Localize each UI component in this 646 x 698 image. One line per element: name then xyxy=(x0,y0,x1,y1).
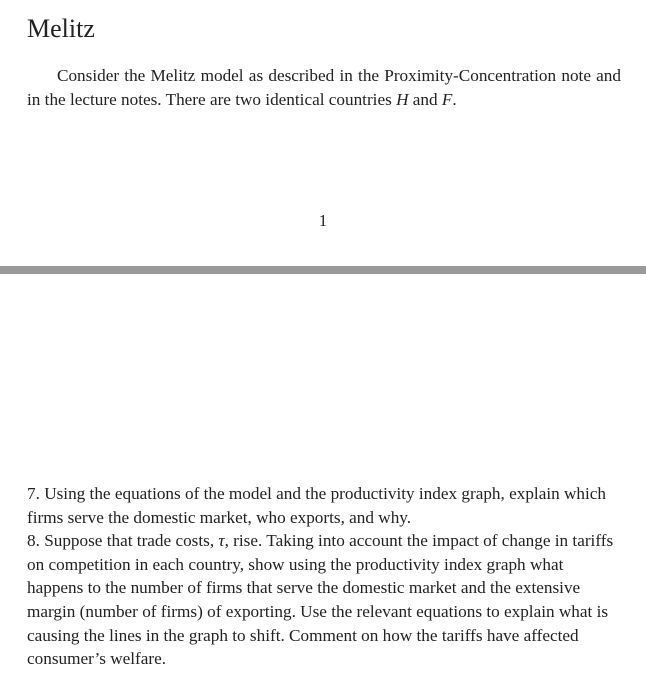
page-divider xyxy=(0,266,646,274)
intro-text-start: Consider the Melitz model as described in the Proximity-Concentration note and in the lecture notes. There are two identical countries xyxy=(27,66,621,109)
country-f-symbol: F xyxy=(441,89,453,109)
country-h-symbol: H xyxy=(396,89,409,109)
question-8-text-start: 8. Suppose that trade costs, xyxy=(27,531,219,551)
intro-paragraph xyxy=(27,64,621,111)
intro-text-end: . xyxy=(452,89,457,109)
document-page-1 xyxy=(0,0,646,266)
tau-symbol: τ xyxy=(218,531,225,551)
page-number: 1 xyxy=(318,211,328,230)
intro-text-and: and xyxy=(408,89,442,109)
section-heading: Melitz xyxy=(27,14,95,43)
question-8-text-end: , rise. Taking into account the impact of change in tariffs on competition in each country, show using the productivity index graph what happens to the number of firms that serve the domestic market and the extensive margin (number of firms) of exporting. Use the relevant equations to explain what is causing the lines in the graph to shift. Comment on how the tariffs have affected consumer’s welfare. xyxy=(27,531,614,669)
question-7: 7. Using the equations of the model and the productivity index graph, explain which firms serve the domestic market, who exports, and why. xyxy=(27,484,606,527)
document-page-2 xyxy=(0,274,646,698)
question-list xyxy=(27,482,621,671)
question-8 xyxy=(27,529,621,671)
